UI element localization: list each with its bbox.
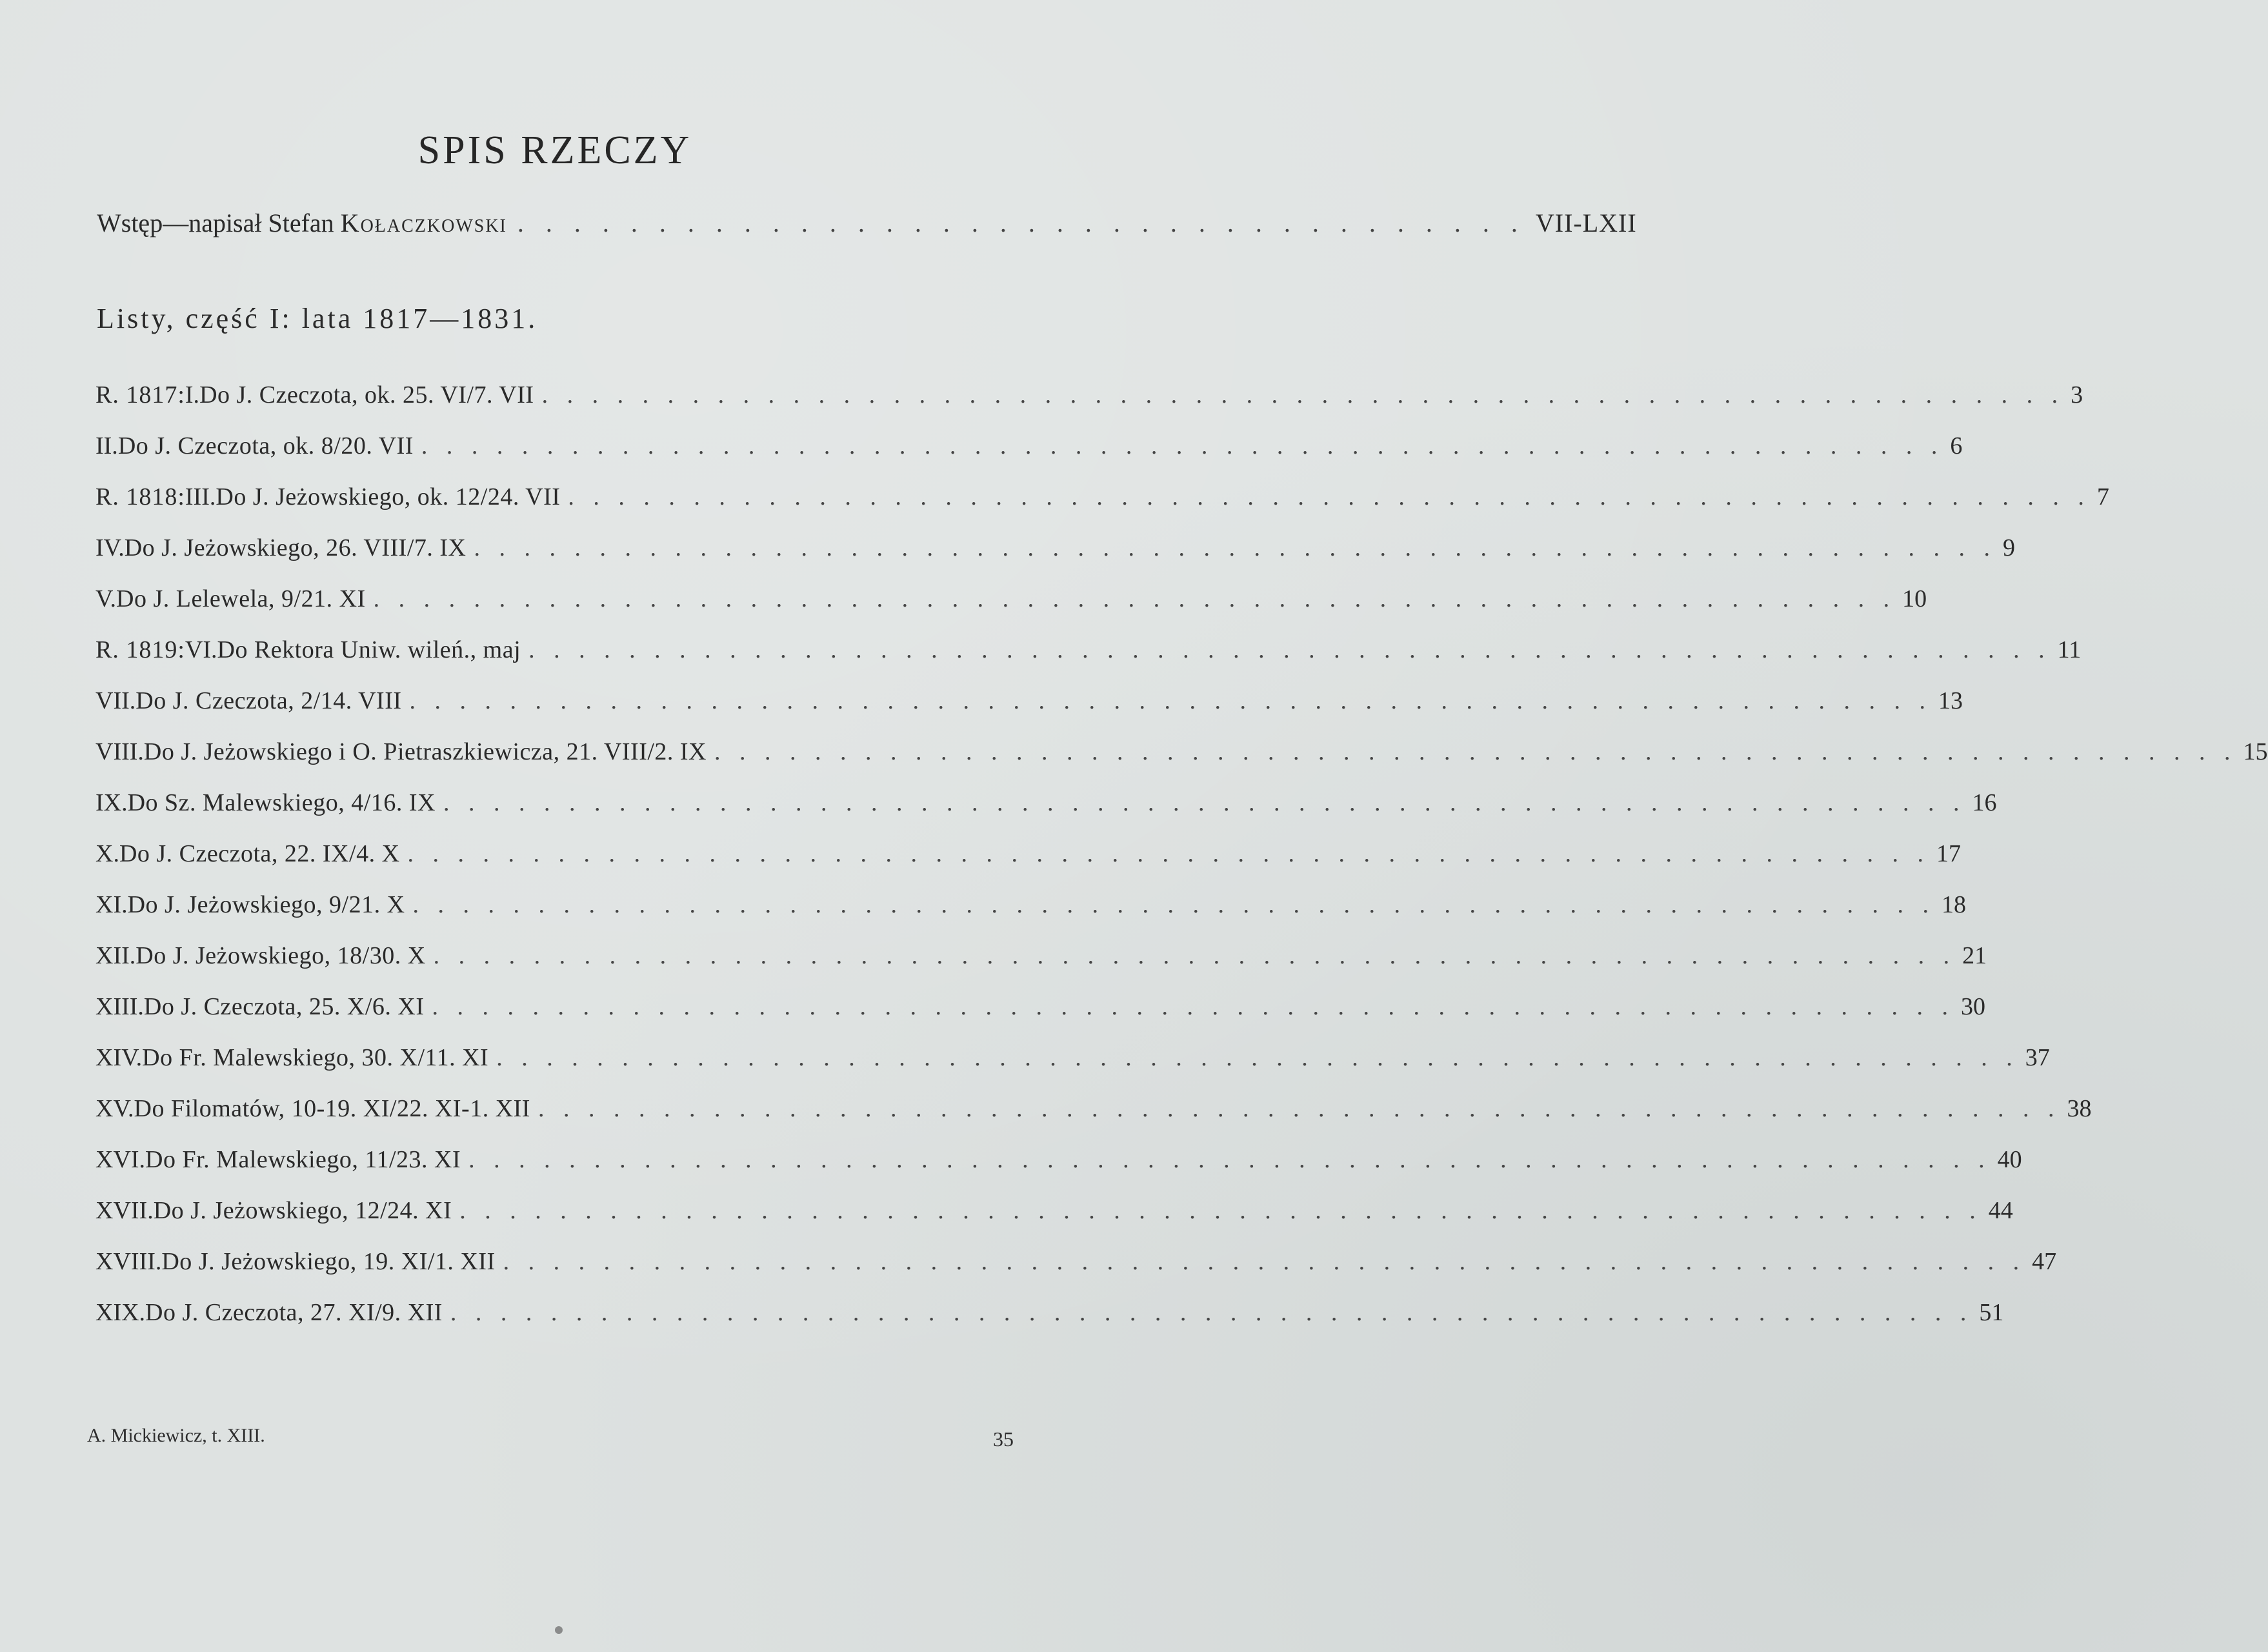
section-heading: Listy, część I: lata 1817—1831. <box>97 303 538 334</box>
leader-dots: . . . . . . . . . . . . . . . . . . . . . . . . . . . . . . . . . . . . . . . . . . . . . . . . . . . . . . . . . . . . . <box>541 381 2065 408</box>
entry-page: 13 <box>1938 687 1963 714</box>
entry-description: Do J. Czeczota, 27. XI/9. XII <box>145 1299 443 1326</box>
leader-dots: . . . . . . . . . . . . . . . . . . . . . . . . . . . . . . . . . . . . . . . . . . . . . . . . . . . . . . . . . . . . . <box>714 738 2237 765</box>
entry-page: 38 <box>2067 1095 2092 1122</box>
entry-number: XI. <box>95 891 128 918</box>
entry-number: VIII. <box>95 738 144 765</box>
entry-description: Do J. Jeżowskiego i O. Pietraszkiewicza, 21. VIII/2. IX <box>143 738 707 765</box>
footer-sheet-number: 35 <box>993 1427 1014 1451</box>
table-of-contents <box>95 381 2268 1349</box>
entry-number: I. <box>185 381 200 408</box>
entry-page: 37 <box>2025 1044 2050 1071</box>
leader-dots: . . . . . . . . . . . . . . . . . . . . . . . . . . . . . . . . . . . . . . . . . . . . . . . . . . . . . . . . . . . . . <box>409 687 1932 714</box>
leader-dots: . . . . . . . . . . . . . . . . . . . . . . . . . . . . . . . . . . . . . . . . . . . . . . . . . . . . . . . . . . . . . <box>443 789 1966 816</box>
entry-year: R. 1817: <box>95 381 185 408</box>
entry-year: R. 1819: <box>95 636 185 663</box>
toc-entry <box>95 687 1963 738</box>
toc-entry <box>95 585 1927 636</box>
leader-dots: . . . . . . . . . . . . . . . . . . . . . . . . . . . . . . . . . . . . . . . . . . . . . . . . . . . . . . . . . . . . . <box>412 891 1936 918</box>
entry-number: VI. <box>185 636 217 663</box>
leader-dots: . . . . . . . . . . . . . . . . . . . . . . . . . . . . . . . . . . . . . . . . . . . . . . . . . . . . . . . . . . . . . <box>432 993 1954 1020</box>
intro-leader-dots: . . . . . . . . . . . . . . . . . . . . . . . . . . . . . . . . . . . . <box>517 208 1525 237</box>
entry-page: 18 <box>1942 891 1967 918</box>
entry-page: 30 <box>1960 993 1985 1020</box>
entry-number: XII. <box>95 942 136 969</box>
entry-page: 11 <box>2057 636 2082 663</box>
entry-description: Do J. Jeżowskiego, 18/30. X <box>135 942 426 969</box>
entry-number: XV. <box>95 1095 134 1122</box>
entry-page: 17 <box>1936 840 1962 867</box>
toc-entry <box>95 381 2083 432</box>
leader-dots: . . . . . . . . . . . . . . . . . . . . . . . . . . . . . . . . . . . . . . . . . . . . . . . . . . . . . . . . . . . . . <box>459 1197 1982 1224</box>
entry-description: Do Rektora Uniw. wileń., maj <box>217 636 521 663</box>
entry-description: Do Fr. Malewskiego, 11/23. XI <box>145 1146 461 1173</box>
entry-number: XIX. <box>95 1299 146 1326</box>
entry-number: XIII. <box>95 993 144 1020</box>
entry-page: 15 <box>2243 738 2268 765</box>
entry-number: X. <box>95 840 119 867</box>
entry-description: Do J. Czeczota, 25. X/6. XI <box>143 993 425 1020</box>
toc-entry <box>95 432 1963 483</box>
toc-entry <box>95 636 2082 687</box>
toc-entry <box>95 1094 2092 1145</box>
entry-number: IX. <box>95 789 128 816</box>
entry-description: Do J. Czeczota, 22. IX/4. X <box>119 840 400 867</box>
entry-number: XVII. <box>95 1197 154 1224</box>
entry-description: Do J. Czeczota, ok. 25. VI/7. VII <box>199 381 534 408</box>
entry-description: Do J. Czeczota, 2/14. VIII <box>135 687 402 714</box>
toc-entry <box>95 1298 2004 1349</box>
leader-dots: . . . . . . . . . . . . . . . . . . . . . . . . . . . . . . . . . . . . . . . . . . . . . . . . . . . . . . . . . . . . . <box>421 432 1944 459</box>
toc-entry <box>95 992 1985 1043</box>
leader-dots: . . . . . . . . . . . . . . . . . . . . . . . . . . . . . . . . . . . . . . . . . . . . . . . . . . . . . . . . . . . . . <box>537 1095 2061 1122</box>
leader-dots: . . . . . . . . . . . . . . . . . . . . . . . . . . . . . . . . . . . . . . . . . . . . . . . . . . . . . . . . . . . . . <box>528 636 2051 663</box>
entry-description: Do Sz. Malewskiego, 4/16. IX <box>127 789 436 816</box>
entry-page: 47 <box>2032 1248 2057 1275</box>
intro-author: Kołaczkowski <box>340 208 507 237</box>
entry-page: 9 <box>2002 534 2015 561</box>
toc-entry <box>95 789 1997 840</box>
entry-number: II. <box>95 432 118 459</box>
entry-number: XVI. <box>95 1146 146 1173</box>
entry-year: R. 1818: <box>95 483 185 510</box>
entry-description: Do J. Jeżowskiego, 26. VIII/7. IX <box>124 534 467 561</box>
toc-entry <box>95 1247 2057 1298</box>
entry-page: 3 <box>2071 381 2083 408</box>
toc-entry <box>95 483 2109 534</box>
toc-entry <box>95 1043 2050 1094</box>
toc-entry <box>95 738 2268 789</box>
leader-dots: . . . . . . . . . . . . . . . . . . . . . . . . . . . . . . . . . . . . . . . . . . . . . . . . . . . . . . . . . . . . . <box>450 1299 1973 1326</box>
leader-dots: . . . . . . . . . . . . . . . . . . . . . . . . . . . . . . . . . . . . . . . . . . . . . . . . . . . . . . . . . . . . . <box>468 1146 1991 1173</box>
entry-page: 7 <box>2096 483 2109 510</box>
entry-page: 6 <box>1950 432 1963 459</box>
leader-dots: . . . . . . . . . . . . . . . . . . . . . . . . . . . . . . . . . . . . . . . . . . . . . . . . . . . . . . . . . . . . . <box>433 942 1956 969</box>
leader-dots: . . . . . . . . . . . . . . . . . . . . . . . . . . . . . . . . . . . . . . . . . . . . . . . . . . . . . . . . . . . . . <box>496 1044 2019 1071</box>
entry-page: 16 <box>1972 789 1997 816</box>
entry-page: 51 <box>1979 1299 2004 1326</box>
entry-description: Do J. Jeżowskiego, 12/24. XI <box>153 1197 452 1224</box>
entry-number: V. <box>95 585 117 612</box>
entry-description: Do Fr. Malewskiego, 30. X/11. XI <box>142 1044 489 1071</box>
entry-page: 44 <box>1988 1197 2013 1224</box>
entry-page: 21 <box>1962 942 1987 969</box>
entry-description: Do J. Jeżowskiego, 19. XI/1. XII <box>161 1248 496 1275</box>
footer-signature: A. Mickiewicz, t. XIII. <box>87 1425 265 1446</box>
entry-description: Do J. Czeczota, ok. 8/20. VII <box>117 432 414 459</box>
intro-text <box>97 208 507 238</box>
leader-dots: . . . . . . . . . . . . . . . . . . . . . . . . . . . . . . . . . . . . . . . . . . . . . . . . . . . . . . . . . . . . . <box>407 840 1931 867</box>
leader-dots: . . . . . . . . . . . . . . . . . . . . . . . . . . . . . . . . . . . . . . . . . . . . . . . . . . . . . . . . . . . . . <box>474 534 1996 561</box>
entry-page: 10 <box>1902 585 1927 612</box>
entry-page: 40 <box>1997 1146 2022 1173</box>
intro-label: Wstęp—napisał Stefan <box>97 208 341 237</box>
toc-entry <box>95 840 1962 891</box>
leader-dots: . . . . . . . . . . . . . . . . . . . . . . . . . . . . . . . . . . . . . . . . . . . . . . . . . . . . . . . . . . . . . <box>503 1248 2026 1275</box>
intro-entry <box>97 208 1637 238</box>
toc-entry <box>95 1196 2013 1247</box>
paper-speck <box>555 1626 563 1634</box>
entry-number: VII. <box>95 687 136 714</box>
toc-entry <box>95 534 2015 585</box>
intro-pages: VII-LXII <box>1535 208 1637 237</box>
page-title: SPIS RZECZY <box>417 128 692 172</box>
entry-description: Do J. Jeżowskiego, 9/21. X <box>127 891 405 918</box>
entry-number: XIV. <box>95 1044 143 1071</box>
leader-dots: . . . . . . . . . . . . . . . . . . . . . . . . . . . . . . . . . . . . . . . . . . . . . . . . . . . . . . . . . . . . . <box>568 483 2091 510</box>
entry-description: Do J. Lelewela, 9/21. XI <box>116 585 366 612</box>
entry-description: Do Filomatów, 10-19. XI/22. XI-1. XII <box>134 1095 530 1122</box>
leader-dots: . . . . . . . . . . . . . . . . . . . . . . . . . . . . . . . . . . . . . . . . . . . . . . . . . . . . . . . . . . . . . <box>373 585 1896 612</box>
toc-entry <box>95 942 1987 992</box>
entry-number: IV. <box>95 534 125 561</box>
entry-description: Do J. Jeżowskiego, ok. 12/24. VII <box>216 483 561 510</box>
toc-entry <box>95 1145 2022 1196</box>
toc-entry <box>95 891 1967 942</box>
entry-number: III. <box>185 483 216 510</box>
entry-number: XVIII. <box>95 1248 162 1275</box>
